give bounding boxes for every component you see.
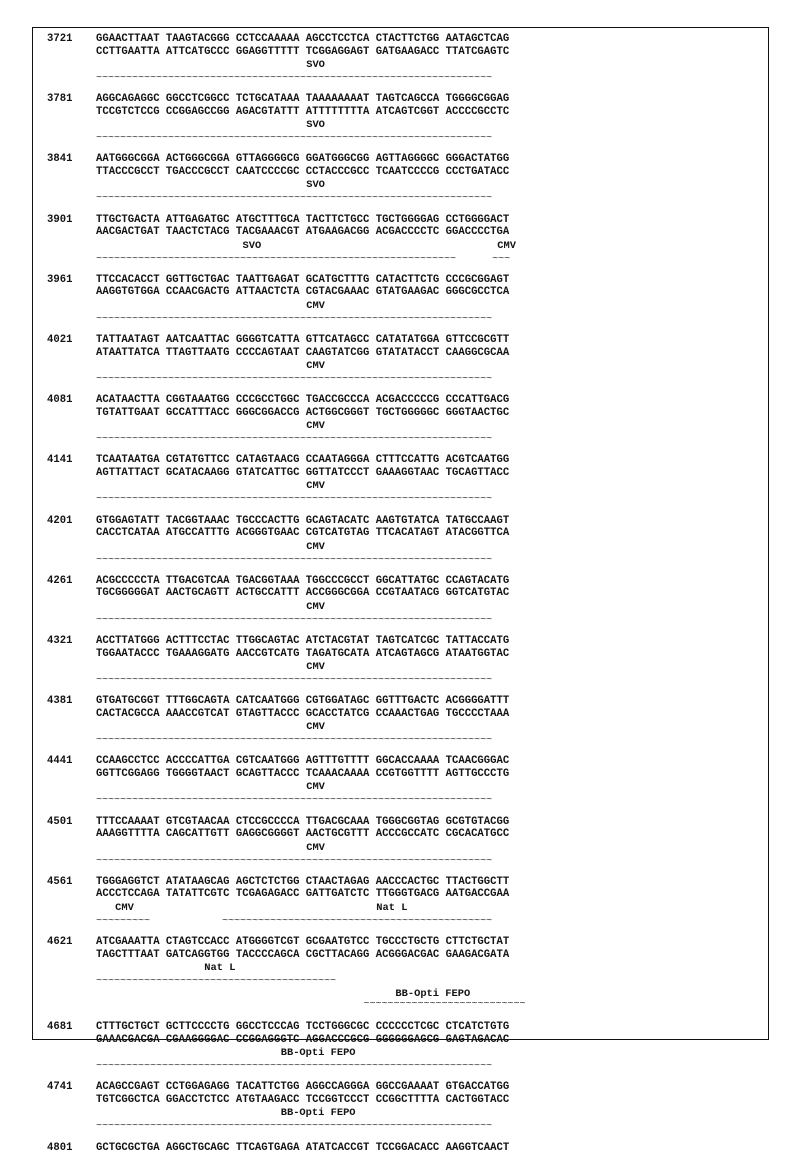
forward-strand-sequence: TGGGAGGTCT ATATAAGCAG AGCTCTCTGG CTAACTAGAG AACCCACTGC TTACTGGCTT bbox=[96, 875, 510, 888]
reverse-strand-sequence: CACTACGCCA AAACCGTCAT GTAGTTACCC GCACCTATCG CCAAACTGAG TGCCCCTAAA bbox=[96, 707, 510, 720]
feature-label: SVO bbox=[306, 59, 325, 71]
forward-strand-sequence: GTGGAGTATT TACGGTAAAC TGCCCACTTG GCAGTACATC AAGTGTATCA TATGCCAAGT bbox=[96, 514, 510, 527]
feature-span-marker: ~~~~~~~~~~~~~~~~~~~~~~~~~~~~~~~~~~~~~~~~~~~~~~~~~~~~~~~~~~~~~~~~~~ bbox=[96, 855, 493, 867]
sequence-position-number: 4261 bbox=[47, 574, 73, 587]
feature-span-marker: ~~~~~~~~~~~~~~~~~~~~~~~~~~~~~~~~~~~~~~~~~~~~~~~~~~~~~~~~~~~~~~~~~~ bbox=[96, 193, 493, 205]
forward-strand-sequence: TTTCCAAAAT GTCGTAACAA CTCCGCCCCA TTGACGCAAA TGGGCGGTAG GCGTGTACGG bbox=[96, 815, 510, 828]
forward-strand-sequence: GGAACTTAAT TAAGTACGGG CCTCCAAAAA AGCCTCCTCA CTACTTCTGG AATAGCTCAG bbox=[96, 33, 510, 45]
feature-label: SVO bbox=[306, 119, 325, 132]
feature-span-marker: ~~~~~~~~~~~~~~~~~~~~~~~~~~~~~~~~~~~~~~~~~~~~~~~~~~~~~~~~~~~~~~~~~~ bbox=[96, 133, 493, 145]
forward-strand-sequence: ACAGCCGAGT CCTGGAGAGG TACATTCTGG AGGCCAGGGA GGCCGAAAAT GTGACCATGG bbox=[96, 1081, 510, 1094]
reverse-strand-sequence: CCTTGAATTA ATTCATGCCC GGAGGTTTTT TCGGAGGAGT GATGAAGACC TTATCGAGTC bbox=[96, 45, 510, 58]
feature-span-marker: ~~~~~~~~~~~~~~~~~~~~~~~~~~~~~~~~~~~~~~~~~~~~~~~~~~~~~~~~~~~~~~~~~~ bbox=[96, 1121, 493, 1133]
forward-strand-sequence: TCAATAATGA CGTATGTTCC CATAGTAACG CCAATAGGGA CTTTCCATTG ACGTCAATGG bbox=[96, 454, 510, 467]
feature-label: SVO bbox=[306, 179, 325, 192]
sequence-position-number: 3841 bbox=[47, 153, 73, 166]
forward-strand-sequence: CCAAGCCTCC ACCCCATTGA CGTCAATGGG AGTTTGTTTT GGCACCAAAA TCAACGGGAC bbox=[96, 755, 510, 768]
sequence-position-number: 4021 bbox=[47, 334, 73, 346]
feature-label: CMV bbox=[306, 721, 325, 734]
reverse-strand-sequence: AGTTATTACT GCATACAAGG GTATCATTGC GGTTATCCCT GAAAGGTAAC TGCAGTTACC bbox=[96, 466, 510, 479]
forward-strand-sequence: ACATAACTTA CGGTAAATGG CCCGCCTGGC TGACCGCCCA ACGACCCCCG CCCATTGACG bbox=[96, 394, 510, 407]
feature-label: Nat L bbox=[376, 901, 408, 914]
sequence-position-number: 3901 bbox=[47, 213, 73, 226]
feature-label: CMV bbox=[115, 901, 134, 914]
feature-span-marker: ~~~~~~~~~ ~~~~~~~~~~~~~~~~~~~~~~~~~~~~~~~~~~~~~~~~~~~~~ bbox=[96, 915, 493, 927]
feature-label: CMV bbox=[306, 480, 325, 493]
reverse-strand-sequence: TGCGGGGGAT AACTGCAGTT ACTGCCATTT ACCGGGCGGA CCGTAATACG GGTCATGTAC bbox=[96, 587, 510, 600]
reverse-strand-sequence: TGTCGGCTCA GGACCTCTCC ATGTAAGACC TCCGGTCCCT CCGGCTTTTA CACTGGTACC bbox=[96, 1093, 510, 1106]
feature-span-marker: ~~~~~~~~~~~~~~~~~~~~~~~~~~~~~~~~~~~~~~~~ bbox=[96, 976, 337, 987]
feature-span-marker: ~~~~~~~~~~~~~~~~~~~~~~~~~~~~~~~~~~~~~~~~~~~~~~~~~~~~~~~~~~~~~~~~~~ bbox=[96, 675, 493, 686]
feature-label: BB-Opti FEPO bbox=[280, 1107, 356, 1120]
forward-strand-sequence: TATTAATAGT AATCAATTAC GGGGTCATTA GTTCATAGCC CATATATGGA GTTCCGCGTT bbox=[96, 334, 510, 346]
feature-span-marker: ~~~~~~~~~~~~~~~~~~~~~~~~~~~~~~~~~~~~~~~~~~~~~~~~~~~~~~~~~~~~~~~~~~ bbox=[96, 494, 493, 506]
feature-span-marker: ~~~~~~~~~~~~~~~~~~~~~~~~~~~ bbox=[363, 999, 526, 1010]
feature-span-marker: ~~~~~~~~~~~~~~~~~~~~~~~~~~~~~~~~~~~~~~~~~~~~~~~~~~~~~~~~~~~~~~~~~~ bbox=[96, 434, 493, 446]
forward-strand-sequence: GCTGCGCTGA AGGCTGCAGC TTCAGTGAGA ATATCACCGT TCCGGACACC AAGGTCAACT bbox=[96, 1141, 510, 1154]
feature-span-marker: ~~~~~~~~~~~~~~~~~~~~~~~~~~~~~~~~~~~~~~~~~~~~~~~~~~~~~~~~~~~~~~~~~~ bbox=[96, 795, 493, 807]
forward-strand-sequence: ATCGAAATTA CTAGTCCACC ATGGGGTCGT GCGAATGTCC TGCCCTGCTG CTTCTGCTAT bbox=[96, 936, 510, 948]
reverse-strand-sequence: TAGCTTTAAT GATCAGGTGG TACCCCAGCA CGCTTACAGG ACGGGACGAC GAAGACGATA bbox=[96, 948, 510, 961]
sequence-position-number: 3781 bbox=[47, 93, 73, 106]
feature-label: BB-Opti FEPO bbox=[395, 988, 471, 1000]
forward-strand-sequence: TTGCTGACTA ATTGAGATGC ATGCTTTGCA TACTTCTGCC TGCTGGGGAG CCTGGGGACT bbox=[96, 213, 510, 226]
feature-label: CMV bbox=[306, 841, 325, 854]
sequence-position-number: 4801 bbox=[47, 1141, 73, 1154]
reverse-strand-sequence: TGTATTGAAT GCCATTTACC GGGCGGACCG ACTGGCGGGT TGCTGGGGGC GGGTAACTGC bbox=[96, 406, 510, 419]
feature-span-marker: ~~~~~~~~~~~~~~~~~~~~~~~~~~~~~~~~~~~~~~~~~~~~~~~~~~~~~~~~~~~~~~~~~~ bbox=[96, 614, 493, 626]
sequence-position-number: 4081 bbox=[47, 394, 73, 407]
feature-span-marker: ~~~~~~~~~~~~~~~~~~~~~~~~~~~~~~~~~~~~~~~~~~~~~~~~~~~~~~~~~~~~~~~~~~ bbox=[96, 735, 493, 747]
reverse-strand-sequence: GAAACGACGA CGAAGGGGAC CCGGAGGGTC AGGACCCGCG GGGGGGAGCG GAGTAGACAC bbox=[96, 1033, 510, 1046]
feature-label: CMV bbox=[306, 540, 325, 553]
sequence-position-number: 3721 bbox=[47, 33, 73, 45]
sequence-position-number: 3961 bbox=[47, 273, 73, 286]
feature-label: CMV bbox=[306, 661, 325, 673]
sequence-position-number: 4741 bbox=[47, 1081, 73, 1094]
reverse-strand-sequence: TTACCCGCCT TGACCCGCCT CAATCCCCGC CCTACCCGCC TCAATCCCCG CCCTGATACC bbox=[96, 165, 510, 178]
sequence-position-number: 4561 bbox=[47, 875, 73, 888]
sequence-position-number: 4621 bbox=[47, 936, 73, 948]
forward-strand-sequence: ACGCCCCCTA TTGACGTCAA TGACGGTAAA TGGCCCGCCT GGCATTATGC CCAGTACATG bbox=[96, 574, 510, 587]
sequence-position-number: 4201 bbox=[47, 514, 73, 527]
feature-span-marker: ~~~~~~~~~~~~~~~~~~~~~~~~~~~~~~~~~~~~~~~~~~~~~~~~~~~~~~~~~~~~~~~~~~ bbox=[96, 1061, 493, 1073]
forward-strand-sequence: CTTTGCTGCT GCTTCCCCTG GGCCTCCCAG TCCTGGGCGC CCCCCCTCGC CTCATCTGTG bbox=[96, 1021, 510, 1034]
reverse-strand-sequence: GGTTCGGAGG TGGGGTAACT GCAGTTACCC TCAAACAAAA CCGTGGTTTT AGTTGCCCTG bbox=[96, 767, 510, 780]
feature-label: SVO bbox=[242, 239, 262, 252]
feature-label: CMV bbox=[306, 600, 325, 613]
reverse-strand-sequence: CACCTCATAA ATGCCATTTG ACGGGTGAAC CGTCATGTAG TTCACATAGT ATACGGTTCA bbox=[96, 527, 510, 540]
sequence-position-number: 4381 bbox=[47, 695, 73, 708]
feature-label: CMV bbox=[497, 239, 517, 252]
sequence-position-number: 4441 bbox=[47, 755, 73, 768]
feature-label: CMV bbox=[306, 360, 325, 372]
feature-span-marker: ~~~~~~~~~~~~~~~~~~~~~~~~~~~~~~~~~~~~~~~~~~~~~~~~~~~~~~~~~~~~~~~~~~ bbox=[96, 554, 493, 566]
reverse-strand-sequence: AACGACTGAT TAACTCTACG TACGAAACGT ATGAAGACGG ACGACCCCTC GGACCCCTGA bbox=[96, 226, 510, 239]
sequence-position-number: 4501 bbox=[47, 815, 73, 828]
forward-strand-sequence: ACCTTATGGG ACTTTCCTAC TTGGCAGTAC ATCTACGTAT TAGTCATCGC TATTACCATG bbox=[96, 635, 510, 647]
forward-strand-sequence: TTCCACACCT GGTTGCTGAC TAATTGAGAT GCATGCTTTG CATACTTCTG CCCGCGGAGT bbox=[96, 273, 510, 286]
sequence-position-number: 4141 bbox=[47, 454, 73, 467]
feature-span-marker: ~~~~~~~~~~~~~~~~~~~~~~~~~~~~~~~~~~~~~~~~~~~~~~~~~~~~~~~~~~~~~~~~~~ bbox=[96, 313, 493, 325]
reverse-strand-sequence: AAGGTGTGGA CCAACGACTG ATTAACTCTA CGTACGAAAC GTATGAAGAC GGGCGCCTCA bbox=[96, 286, 510, 299]
feature-span-marker: ~~~~~~~~~~~~~~~~~~~~~~~~~~~~~~~~~~~~~~~~~~~~~~~~~~~~~~~~~~~~ ~~~ bbox=[96, 253, 511, 265]
reverse-strand-sequence: TGGAATACCC TGAAAGGATG AACCGTCATG TAGATGCATA ATCAGTAGCG ATAATGGTAC bbox=[96, 647, 510, 660]
feature-label: CMV bbox=[306, 299, 325, 312]
feature-label: CMV bbox=[306, 420, 325, 433]
feature-label: Nat L bbox=[204, 962, 236, 974]
reverse-strand-sequence: AAAGGTTTTA CAGCATTGTT GAGGCGGGGT AACTGCGTTT ACCCGCCATC CGCACATGCC bbox=[96, 828, 510, 841]
reverse-strand-sequence: ACCCTCCAGA TATATTCGTC TCGAGAGACC GATTGATCTC TTGGGTGACG AATGACCGAA bbox=[96, 888, 510, 901]
sequence-position-number: 4681 bbox=[47, 1021, 73, 1034]
feature-span-marker: ~~~~~~~~~~~~~~~~~~~~~~~~~~~~~~~~~~~~~~~~~~~~~~~~~~~~~~~~~~~~~~~~~~ bbox=[96, 73, 493, 84]
sequence-listing-page bbox=[32, 27, 769, 1154]
forward-strand-sequence: AATGGGCGGA ACTGGGCGGA GTTAGGGGCG GGATGGGCGG AGTTAGGGGC GGGACTATGG bbox=[96, 153, 510, 166]
forward-strand-sequence: AGGCAGAGGC GGCCTCGGCC TCTGCATAAA TAAAAAAAAT TAGTCAGCCA TGGGGCGGAG bbox=[96, 93, 510, 106]
feature-label: CMV bbox=[306, 781, 325, 794]
feature-label: BB-Opti FEPO bbox=[280, 1047, 356, 1060]
sequence-position-number: 4321 bbox=[47, 635, 73, 647]
reverse-strand-sequence: ATAATTATCA TTAGTTAATG CCCCAGTAAT CAAGTATCGG GTATATACCT CAAGGCGCAA bbox=[96, 346, 510, 359]
reverse-strand-sequence: TCCGTCTCCG CCGGAGCCGG AGACGTATTT ATTTTTTTTA ATCAGTCGGT ACCCCGCCTC bbox=[96, 105, 510, 118]
forward-strand-sequence: GTGATGCGGT TTTGGCAGTA CATCAATGGG CGTGGATAGC GGTTTGACTC ACGGGGATTT bbox=[96, 695, 510, 708]
feature-span-marker: ~~~~~~~~~~~~~~~~~~~~~~~~~~~~~~~~~~~~~~~~~~~~~~~~~~~~~~~~~~~~~~~~~~ bbox=[96, 374, 493, 385]
